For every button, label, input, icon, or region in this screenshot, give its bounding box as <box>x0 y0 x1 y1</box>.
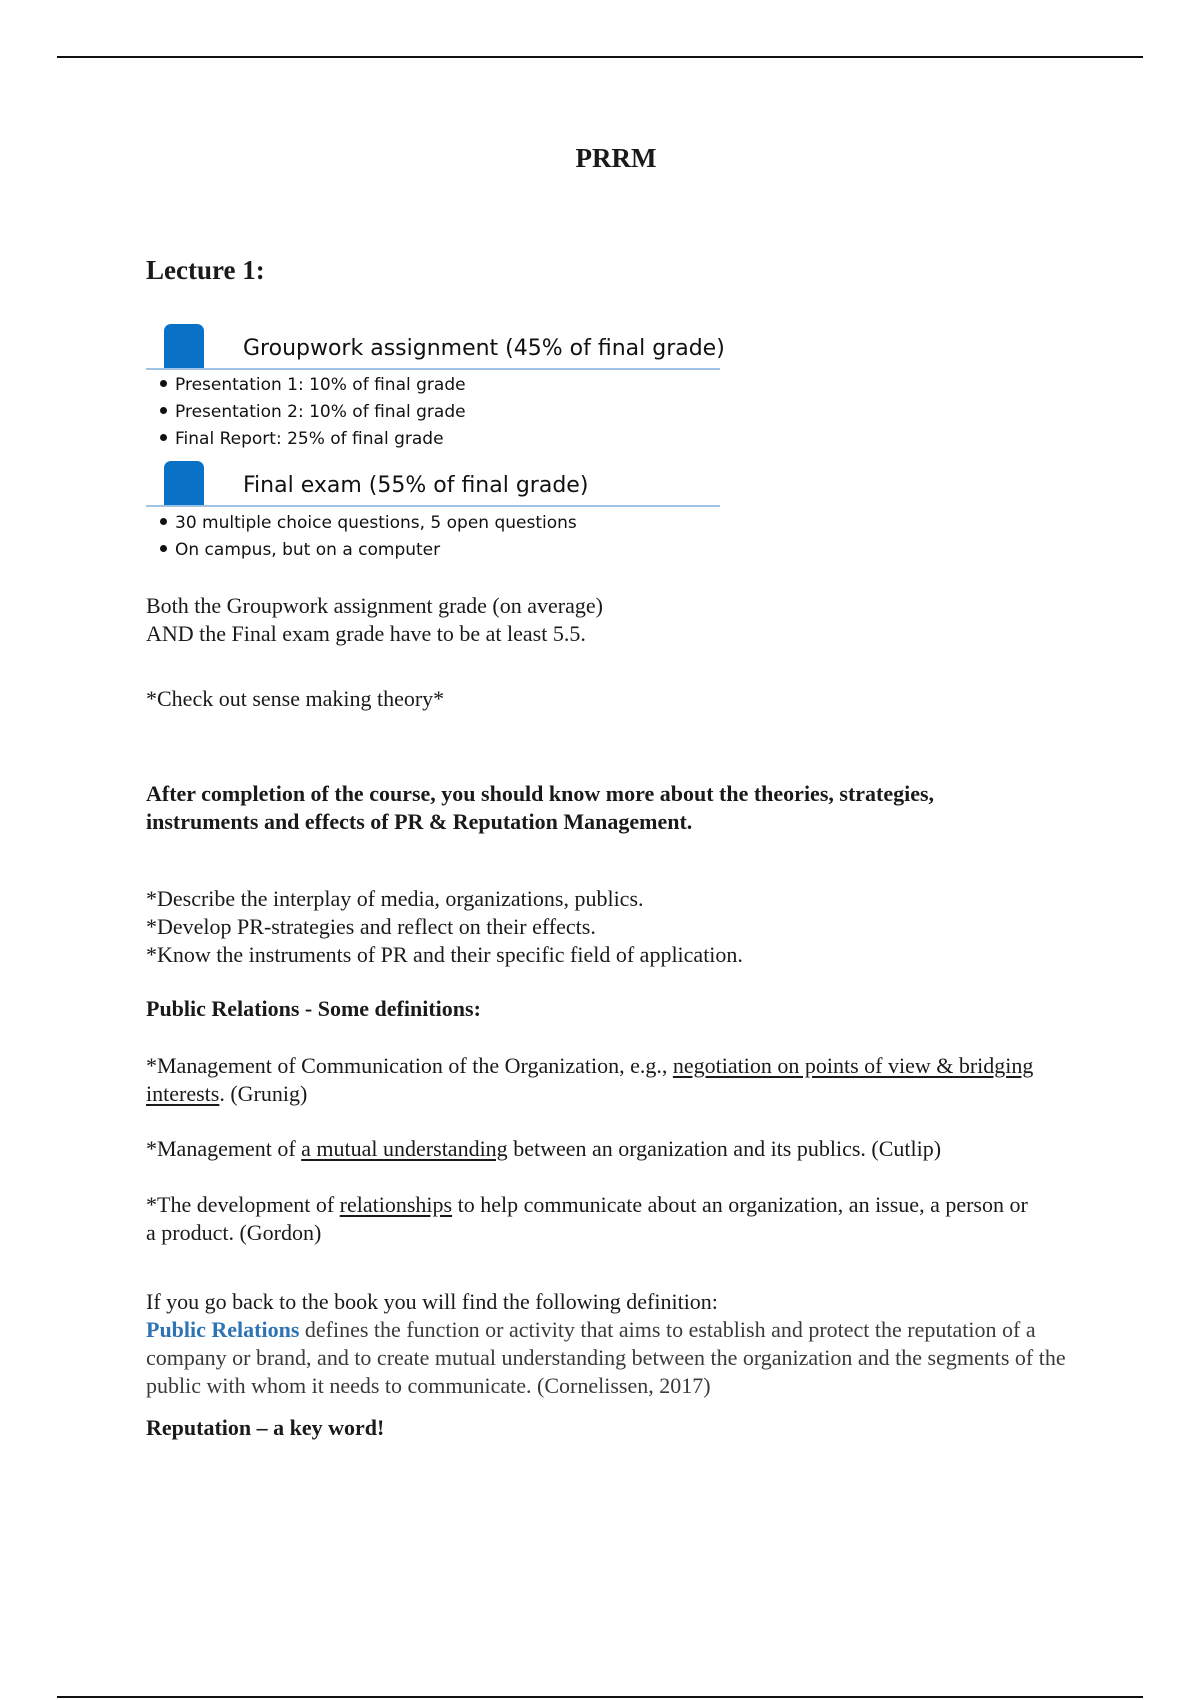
definition-grunig: *Management of Communication of the Organization, e.g., negotiation on points of view & bridging interests. (Grunig) <box>146 1053 1034 1106</box>
book-intro: If you go back to the book you will find the following definition: <box>146 1289 718 1314</box>
groupwork-bullet-list <box>160 372 466 453</box>
definition-gordon-emphasis: relationships <box>339 1192 453 1217</box>
groupwork-underline <box>146 368 720 370</box>
bullet-icon <box>160 518 167 525</box>
book-definition: Public Relations defines the function or activity that aims to establish and protect the reputation of a company or brand, and to create mutual understanding between the organization and the segments of the public with whom it needs to communicate. (Cornelissen, 2017) <box>146 1317 1066 1398</box>
book-term: Public Relations <box>146 1317 300 1342</box>
list-item: On campus, but on a computer <box>160 537 577 564</box>
exam-underline <box>146 505 720 507</box>
list-item: Presentation 2: 10% of final grade <box>160 399 466 426</box>
requirement-line-1: Both the Groupwork assignment grade (on average) <box>146 593 603 618</box>
exam-marker-icon <box>164 461 204 505</box>
bullet-icon <box>160 545 167 552</box>
definition-cutlip: *Management of a mutual understanding between an organization and its publics. (Cutlip) <box>146 1136 942 1161</box>
list-item: Final Report: 25% of final grade <box>160 426 466 453</box>
groupwork-title: Groupwork assignment (45% of final grade) <box>243 336 725 361</box>
definition-grunig-emphasis: negotiation on points of view & bridging interests <box>146 1053 1034 1106</box>
groupwork-section-header <box>146 318 725 370</box>
definition-gordon: *The development of relationships to help communicate about an organization, an issue, a person or a product. (Gordon) <box>146 1192 1028 1245</box>
course-goal: After completion of the course, you should know more about the theories, strategies, instruments and effects of PR & Reputation Management. <box>146 781 935 834</box>
goal-item-3: *Know the instruments of PR and their specific field of application. <box>146 942 743 967</box>
lecture-heading: Lecture 1: <box>146 255 265 285</box>
definition-cutlip-emphasis: a mutual understanding <box>301 1136 508 1161</box>
bullet-icon <box>160 407 167 414</box>
exam-bullet-list <box>160 510 577 564</box>
bullet-icon <box>160 380 167 387</box>
bottom-rule <box>57 1696 1143 1698</box>
check-note: *Check out sense making theory* <box>146 686 445 711</box>
reputation-heading: Reputation – a key word! <box>146 1415 385 1440</box>
requirement-line-2: AND the Final exam grade have to be at least 5.5. <box>146 621 586 646</box>
goal-item-2: *Develop PR-strategies and reflect on their effects. <box>146 914 596 939</box>
list-item: Presentation 1: 10% of final grade <box>160 372 466 399</box>
groupwork-marker-icon <box>164 324 204 368</box>
top-rule <box>57 56 1143 58</box>
document-title: PRRM <box>575 143 657 173</box>
definitions-heading: Public Relations - Some definitions: <box>146 996 481 1021</box>
grading-slide-image <box>146 318 725 570</box>
exam-section-header <box>146 455 720 507</box>
goal-item-1: *Describe the interplay of media, organizations, publics. <box>146 886 644 911</box>
bullet-icon <box>160 434 167 441</box>
list-item: 30 multiple choice questions, 5 open questions <box>160 510 577 537</box>
exam-title: Final exam (55% of final grade) <box>243 473 589 498</box>
